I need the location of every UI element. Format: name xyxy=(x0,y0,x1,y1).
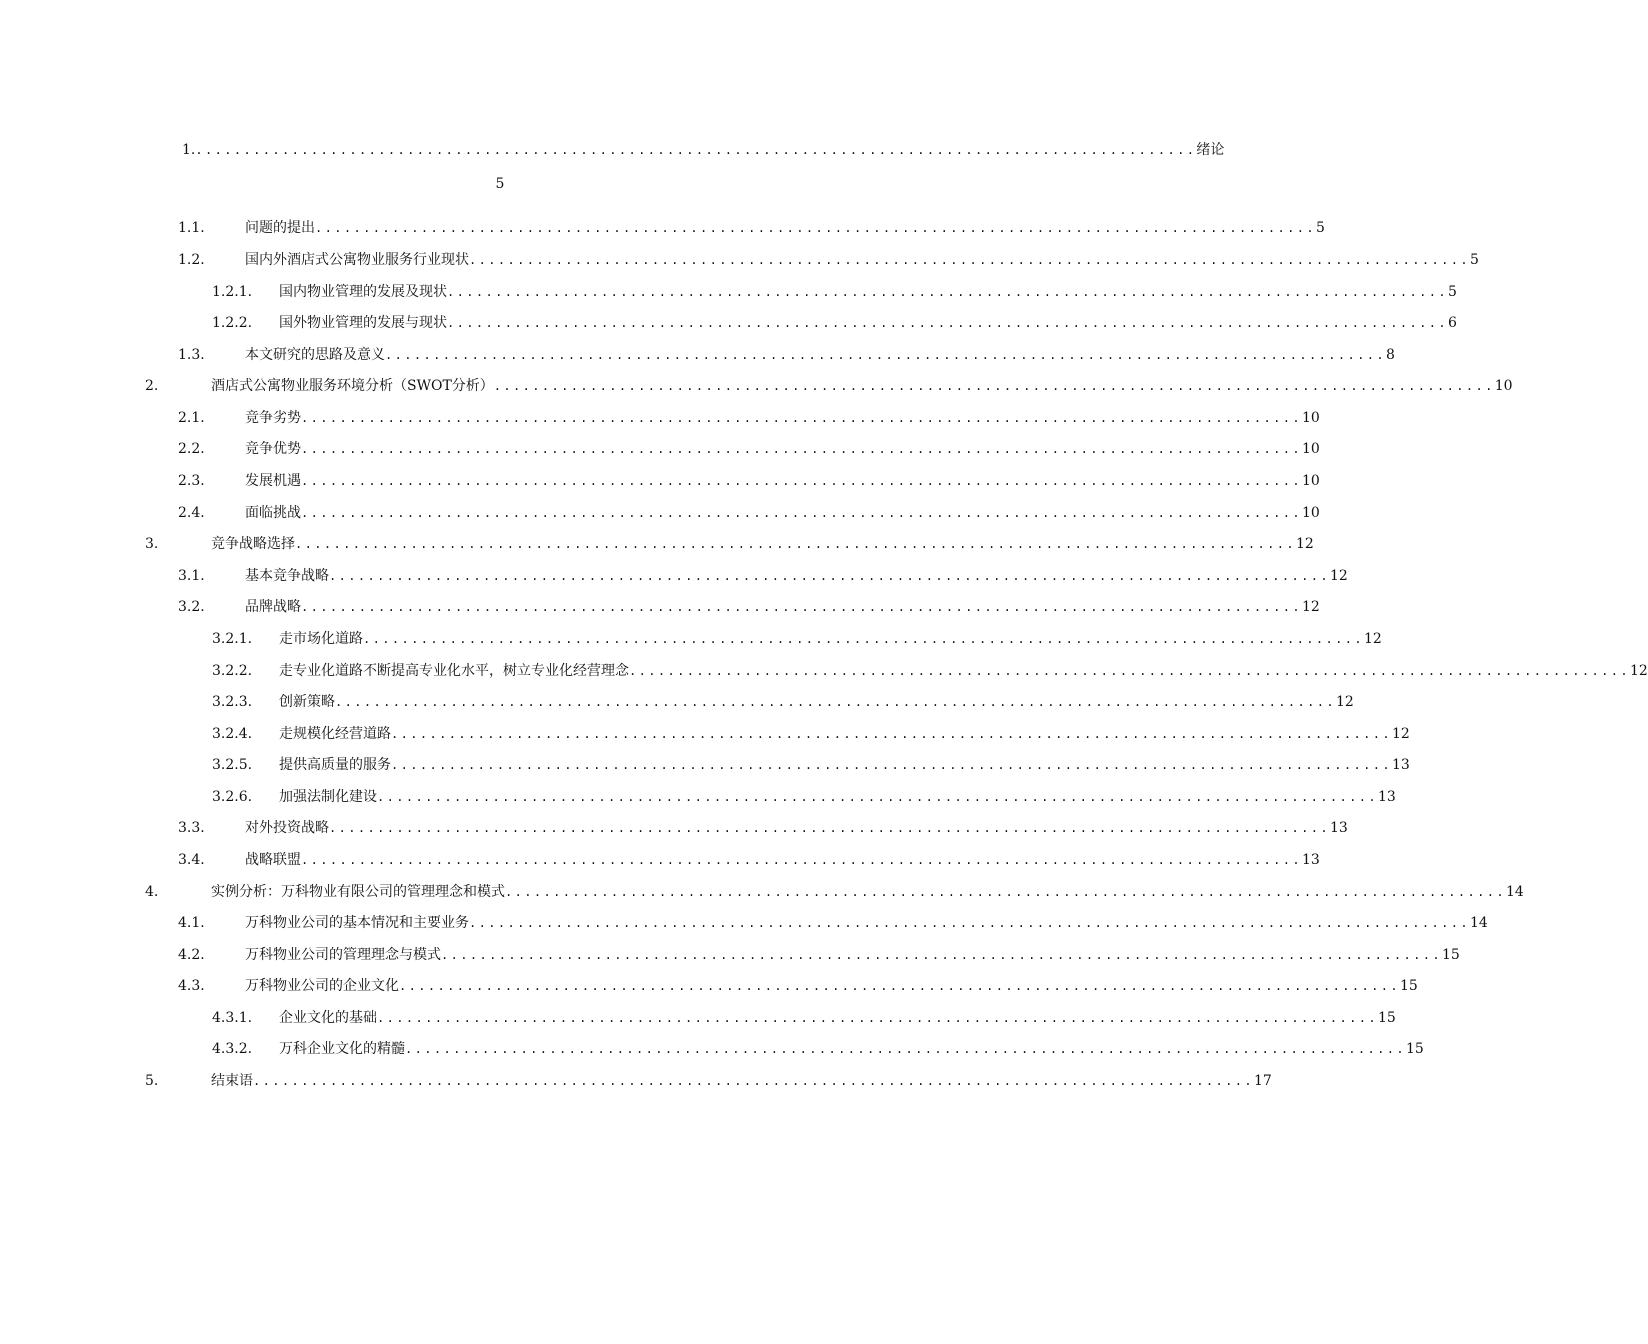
toc-entry[interactable] xyxy=(178,438,1320,460)
toc-entry-page: 10 xyxy=(1301,473,1320,489)
toc-entry[interactable] xyxy=(212,723,1410,745)
toc-entry-number: 4.3.2. xyxy=(212,1041,253,1057)
toc-entry-number: 1.2.1. xyxy=(212,284,253,300)
toc-leader: ........................................................................................................ xyxy=(329,821,1330,835)
toc-entry-number: 1.3. xyxy=(178,347,205,363)
toc-leader: ........................................................................................................ xyxy=(469,916,1470,930)
toc-leader: ........................................................................................................ xyxy=(377,790,1378,804)
toc-leader: ........................................................................................................ xyxy=(329,569,1330,583)
toc-entry-page: 14 xyxy=(1469,915,1488,931)
toc-entry-number: 1.1. xyxy=(178,220,205,236)
toc-entry-number: 3.2.1. xyxy=(212,631,253,647)
toc-entry-title: 走规模化经营道路 xyxy=(279,726,391,742)
toc-entry[interactable] xyxy=(145,533,1314,555)
toc-entry-page: 12 xyxy=(1391,726,1410,742)
toc-entry-page: 15 xyxy=(1399,978,1418,994)
toc-entry-title: 国内外酒店式公寓物业服务行业现状 xyxy=(245,252,469,268)
toc-leader: ........................................................................................................ xyxy=(493,379,1495,393)
toc-entry-number: 2.1. xyxy=(178,410,205,426)
toc-entry[interactable] xyxy=(212,281,1457,303)
toc-entry-number: 2.2. xyxy=(178,441,205,457)
toc-entry-title: 战略联盟 xyxy=(245,852,301,868)
toc-leader: ........................................................................................................ xyxy=(195,143,1197,157)
toc-leader: ........................................................................................................ xyxy=(301,600,1302,614)
toc-entry-number: 3.2.3. xyxy=(212,694,253,710)
toc-entry-page: 8 xyxy=(1385,347,1395,363)
toc-leader: ........................................................................................................ xyxy=(377,1011,1378,1025)
toc-entry-page: 10 xyxy=(1494,378,1513,394)
toc-entry-number: 4.3.1. xyxy=(212,1010,253,1026)
toc-entry[interactable] xyxy=(182,139,1225,161)
toc-entry[interactable] xyxy=(178,944,1460,966)
toc-entry[interactable] xyxy=(145,881,1524,903)
toc-entry-page: 12 xyxy=(1629,663,1648,679)
toc-entry-number: 4. xyxy=(145,884,159,900)
toc-leader: ........................................................................................................ xyxy=(335,695,1336,709)
toc-entry-number: 3.3. xyxy=(178,820,205,836)
toc-entry-number: 1. xyxy=(182,142,196,158)
toc-entry[interactable] xyxy=(212,312,1457,334)
toc-entry-page: 5 xyxy=(1315,220,1325,236)
toc-entry-title: 发展机遇 xyxy=(245,473,301,489)
toc-entry-page: 6 xyxy=(1447,315,1457,331)
toc-leader: ........................................................................................................ xyxy=(447,316,1448,330)
toc-leader: ........................................................................................................ xyxy=(301,853,1302,867)
toc-leader: ........................................................................................................ xyxy=(295,537,1296,551)
toc-leader: ........................................................................................................ xyxy=(405,1042,1406,1056)
toc-entry-title: 国外物业管理的发展与现状 xyxy=(279,315,447,331)
toc-entry[interactable] xyxy=(178,407,1320,429)
toc-entry[interactable] xyxy=(178,975,1418,997)
toc-leader: ........................................................................................................ xyxy=(441,948,1442,962)
toc-entry-page: 12 xyxy=(1335,694,1354,710)
toc-entry-title: 竞争劣势 xyxy=(245,410,301,426)
toc-entry-page: 13 xyxy=(1391,757,1410,773)
toc-leader: ........................................................................................................ xyxy=(391,727,1392,741)
toc-entry[interactable] xyxy=(178,912,1488,934)
toc-entry-page: 5 xyxy=(1469,252,1479,268)
toc-entry-title: 竞争优势 xyxy=(245,441,301,457)
toc-entry-number: 1.2. xyxy=(178,252,205,268)
toc-entry-page: 12 xyxy=(1329,568,1348,584)
toc-entry-page: 10 xyxy=(1301,410,1320,426)
toc-entry-page: 13 xyxy=(1301,852,1320,868)
toc-entry-number: 5. xyxy=(145,1073,159,1089)
toc-entry-page: 13 xyxy=(1377,789,1396,805)
toc-leader: ........................................................................................................ xyxy=(399,979,1400,993)
toc-entry-title: 绪论 xyxy=(1196,142,1225,158)
toc-entry-page: 14 xyxy=(1505,884,1524,900)
toc-entry[interactable] xyxy=(178,849,1320,871)
toc-leader: ........................................................................................................ xyxy=(505,885,1506,899)
toc-leader: ........................................................................................................ xyxy=(469,253,1470,267)
toc-entry-title: 万科物业公司的企业文化 xyxy=(245,978,399,994)
toc-entry-number: 1.2.2. xyxy=(212,315,253,331)
toc-entry-page: 5 xyxy=(1447,284,1457,300)
toc-entry[interactable] xyxy=(178,217,1325,239)
toc-entry[interactable] xyxy=(178,817,1348,839)
toc-entry-number: 3.4. xyxy=(178,852,205,868)
toc-entry-number: 3.1. xyxy=(178,568,205,584)
toc-entry[interactable] xyxy=(212,754,1410,776)
toc-entry[interactable] xyxy=(212,628,1382,650)
toc-entry-title: 面临挑战 xyxy=(245,505,301,521)
toc-entry[interactable] xyxy=(212,1007,1396,1029)
toc-entry-number: 2. xyxy=(145,378,159,394)
toc-entry-number: 4.3. xyxy=(178,978,205,994)
toc-entry-page: 10 xyxy=(1301,441,1320,457)
toc-entry-title: 加强法制化建设 xyxy=(279,789,377,805)
toc-leader: ........................................................................................................ xyxy=(391,758,1392,772)
toc-entry-page: 12 xyxy=(1301,599,1320,615)
toc-entry-title: 万科企业文化的精髓 xyxy=(279,1041,405,1057)
toc-entry-title: 问题的提出 xyxy=(245,220,315,236)
toc-entry-title: 万科物业公司的基本情况和主要业务 xyxy=(245,915,469,931)
toc-entry-title: 结束语 xyxy=(211,1073,253,1089)
toc-entry-number: 3.2.5. xyxy=(212,757,253,773)
toc-entry-title: 基本竞争战略 xyxy=(245,568,329,584)
toc-entry[interactable] xyxy=(178,596,1320,618)
toc-entry[interactable] xyxy=(178,470,1320,492)
toc-entry-title: 品牌战略 xyxy=(245,599,301,615)
toc-leader: ........................................................................................................ xyxy=(363,632,1364,646)
toc-leader: ........................................................................................................ xyxy=(301,411,1302,425)
toc-entry[interactable] xyxy=(178,344,1395,366)
toc-entry-number: 3.2.4. xyxy=(212,726,253,742)
toc-entry-title: 国内物业管理的发展及现状 xyxy=(279,284,447,300)
toc-entry[interactable] xyxy=(145,375,1513,397)
toc-entry[interactable] xyxy=(212,691,1354,713)
toc-entry-title: 本文研究的思路及意义 xyxy=(245,347,385,363)
toc-entry[interactable] xyxy=(178,565,1348,587)
toc-entry-title: 提供高质量的服务 xyxy=(279,757,391,773)
toc-entry-title: 企业文化的基础 xyxy=(279,1010,377,1026)
toc-leader: ........................................................................................................ xyxy=(447,285,1448,299)
toc-entry-number: 4.1. xyxy=(178,915,205,931)
toc-entry-title: 万科物业公司的管理理念与模式 xyxy=(245,947,441,963)
toc-entry-page: 5 xyxy=(495,176,505,192)
toc-leader: ........................................................................................................ xyxy=(301,442,1302,456)
toc-leader: ........................................................................................................ xyxy=(253,1074,1254,1088)
toc-entry-page: 15 xyxy=(1405,1041,1424,1057)
toc-leader: ........................................................................................................ xyxy=(385,348,1386,362)
toc-entry-title: 对外投资战略 xyxy=(245,820,329,836)
toc-entry[interactable] xyxy=(178,502,1320,524)
toc-entry-title: 实例分析：万科物业有限公司的管理理念和模式 xyxy=(211,884,505,900)
toc-entry-number: 3.2. xyxy=(178,599,205,615)
toc-entry-title: 走专业化道路不断提高专业化水平，树立专业化经营理念 xyxy=(279,663,629,679)
toc-entry-number: 3.2.2. xyxy=(212,663,253,679)
toc-entry-title: 创新策略 xyxy=(279,694,335,710)
toc-entry[interactable] xyxy=(212,1038,1424,1060)
toc-entry-page: 15 xyxy=(1441,947,1460,963)
toc-entry-page: 10 xyxy=(1301,505,1320,521)
toc-entry-number: 2.3. xyxy=(178,473,205,489)
toc-entry-number: 4.2. xyxy=(178,947,205,963)
toc-entry-title: 走市场化道路 xyxy=(279,631,363,647)
toc-entry-number: 3.2.6. xyxy=(212,789,253,805)
toc-entry[interactable] xyxy=(145,1070,1272,1092)
toc-entry-number: 3. xyxy=(145,536,159,552)
toc-entry-page: 13 xyxy=(1329,820,1348,836)
toc-entry-title: 竞争战略选择 xyxy=(211,536,295,552)
toc-entry-number: 2.4. xyxy=(178,505,205,521)
toc-entry-page: 17 xyxy=(1253,1073,1272,1089)
toc-entry[interactable] xyxy=(212,660,1648,682)
toc-leader: ........................................................................................................ xyxy=(301,474,1302,488)
toc-entry-page: 15 xyxy=(1377,1010,1396,1026)
toc-leader: ........................................................................................................ xyxy=(315,221,1316,235)
toc-entry-page: 12 xyxy=(1295,536,1314,552)
toc-leader: ........................................................................................................ xyxy=(301,506,1302,520)
toc-entry[interactable] xyxy=(212,786,1396,808)
toc-entry-page: 12 xyxy=(1363,631,1382,647)
toc-entry[interactable] xyxy=(178,249,1479,271)
toc-entry-title: 酒店式公寓物业服务环境分析（SWOT分析） xyxy=(211,378,494,394)
toc-leader: ........................................................................................................ xyxy=(629,664,1630,678)
